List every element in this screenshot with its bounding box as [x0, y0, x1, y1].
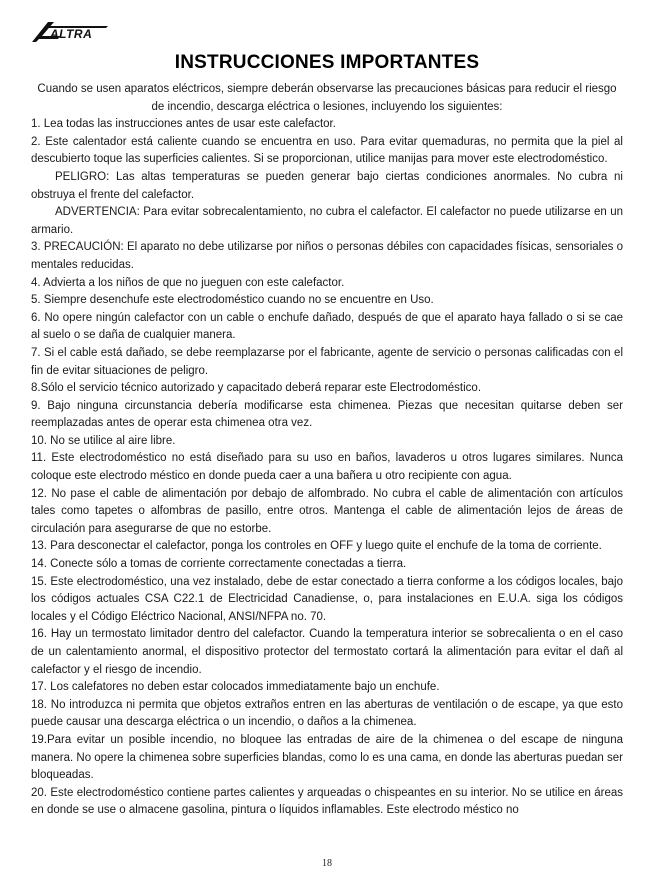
list-item: 18. No introduzca ni permita que objetos extraños entren en las aberturas de ventilación o de escape, ya que esto puede causar una descarga eléctrica o un incendio, o daños a la chimenea.: [31, 698, 623, 729]
list-item: 17. Los calefatores no deben estar colocados immediatamente bajo un enchufe.: [31, 681, 440, 694]
list-item: 10. No se utilice al aire libre.: [31, 434, 176, 447]
page-title: INSTRUCCIONES IMPORTANTES: [174, 52, 480, 73]
list-item: 5. Siempre desenchufe este electrodoméstico cuando no se encuentre en Uso.: [31, 294, 434, 307]
document-body: [31, 81, 623, 820]
page-number: 18: [322, 858, 332, 869]
list-item: 1. Lea todas las instrucciones antes de usar este calefactor.: [31, 118, 336, 131]
list-item: 7. Si el cable está dañado, se debe reemplazarse por el fabricante, agente de servicio o personas calificadas con el fin de evitar situaciones de peligro.: [31, 346, 623, 377]
list-item: 9. Bajo ninguna circunstancia debería modificarse esta chimenea. Piezas que necesitan quitarse deben ser reemplazadas antes de operar esta chimenea otra vez.: [31, 399, 623, 430]
warning-note: ADVERTENCIA: Para evitar sobrecalentamiento, no cubra el calefactor. El calefactor no puede utilizarse en un armario.: [31, 206, 623, 236]
list-item: 6. No opere ningún calefactor con un cable o enchufe dañado, después de que el aparato haya fallado o si se cae al suelo o se daña de cualquier manera.: [31, 311, 623, 342]
danger-note: PELIGRO: Las altas temperaturas se pueden generar bajo ciertas condiciones anormales. No cubra ni obstruya el frente del calefactor.: [31, 170, 623, 201]
list-item: 19.Para evitar un posible incendio, no bloquee las entradas de aire de la chimenea o del escape de ninguna manera. No opere la chimenea sobre superficies blandas, como lo es una cama, en donde las aberturas puedan ser bloqueadas.: [31, 733, 623, 782]
list-item: 14. Conecte sólo a tomas de corriente correctamente conectadas a tierra.: [31, 558, 407, 571]
list-item: 20. Este electrodoméstico contiene partes calientes y arqueadas o chispeantes en su interior. No se utilice en áreas en donde se use o almacene gasolina, pintura o líquidos inflamables. Este electrodo méstico no: [31, 786, 623, 817]
list-item: 3. PRECAUCIÓN: El aparato no debe utilizarse por niños o personas débiles con capacidades físicas, sensoriales o mentales reducidas.: [31, 241, 623, 271]
list-item: 13. Para desconectar el calefactor, ponga los controles en OFF y luego quite el enchufe de la toma de corriente.: [31, 540, 602, 553]
list-item: 12. No pase el cable de alimentación por debajo de alfombrado. No cubra el cable de alimentación con artículos tales como tapetes o alfombras de pasillo, entre otros. Mantenga el cable de alimentación lejos de áreas de circulación para asegurarse de que no estorbe.: [31, 487, 623, 535]
list-item: 11. Este electrodoméstico no está diseñado para su uso en baños, lavaderos u otros lugares similares. Nunca coloque este electrodo méstico en donde pueda caer a una bañera u otro recipiente con agua.: [31, 452, 623, 483]
logo-wordmark: ALTRA: [50, 27, 93, 41]
list-item: 4. Advierta a los niños de que no jueguen con este calefactor.: [31, 276, 345, 289]
list-item: 16. Hay un termostato limitador dentro del calefactor. Cuando la temperatura interior se sobrecalienta o en el caso de un calentamiento anormal, el dispositivo protector del termostato cortará la alimentación para evitar el dañ al calefactor y el riesgo de incendio.: [31, 628, 623, 676]
intro-paragraph: Cuando se usen aparatos eléctricos, siempre deberán observarse las precauciones básicas para reducir el riesgo de incendio, descarga eléctrica o lesiones, incluyendo los siguientes:: [37, 83, 617, 113]
list-item: 2. Este calentador está caliente cuando se encuentra en uso. Para evitar quemaduras, no permita que la piel al descubierto toque las superficies calientes. Si se proporcionan, utilice manijas para mover este electrodoméstico.: [31, 135, 623, 166]
list-item: 15. Este electrodoméstico, una vez instalado, debe de estar conectado a tierra conforme a los códigos locales, bajo los códigos actuales CSA C22.1 de Electricidad Canadiense, o, para instalaciones en E.U.A. siga los códigos locales y el Código Eléctrico Nacional, ANSI/NFPA no. 70.: [31, 575, 623, 623]
list-item: 8.Sólo el servicio técnico autorizado y capacitado deberá reparar este Electrodoméstico.: [31, 382, 482, 395]
